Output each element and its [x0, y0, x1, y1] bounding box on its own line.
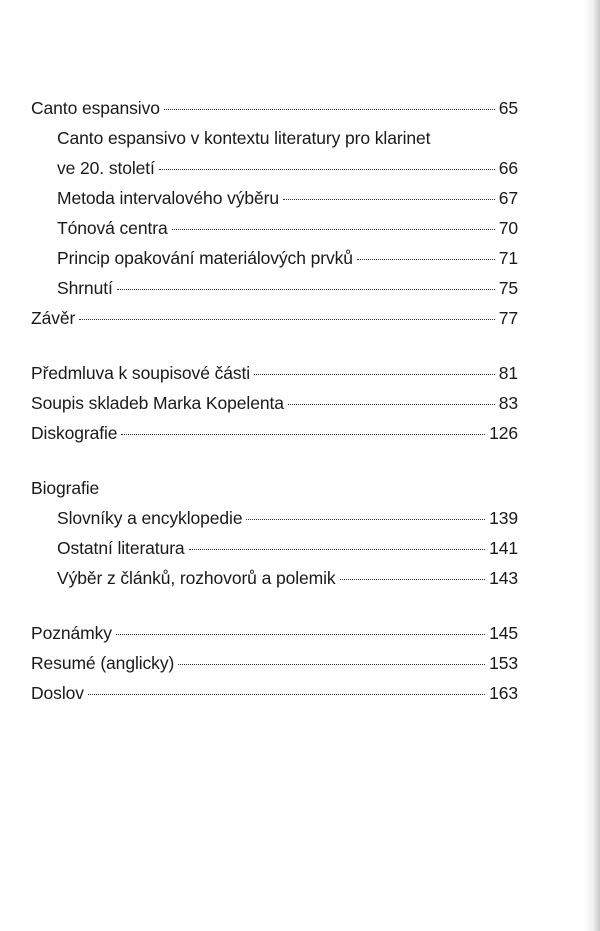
- toc-entry: [31, 243, 518, 273]
- toc-entry-label: Doslov: [31, 683, 84, 703]
- toc-entry-label: Závěr: [31, 308, 76, 328]
- toc-entry-label: Předmluva k soupisové části: [31, 363, 251, 383]
- dot-leader: [79, 318, 495, 320]
- toc-entry-page: 67: [498, 188, 518, 208]
- toc-entry-page: 163: [489, 683, 518, 703]
- toc-entry-page: 66: [498, 158, 518, 178]
- toc-entry-label: ve 20. století: [57, 158, 155, 178]
- toc-entry: [31, 273, 518, 303]
- toc-entry-label: Výběr z článků, rozhovorů a polemik: [57, 568, 336, 588]
- toc-group-appendix: [31, 618, 518, 708]
- dot-leader: [283, 198, 495, 200]
- toc-entry: [31, 183, 518, 213]
- dot-leader: [288, 403, 495, 405]
- dot-leader: [164, 108, 495, 110]
- toc-entry-label-line1: Canto espansivo v kontextu literatury pro klarinet: [57, 128, 431, 148]
- toc-entry-page: 126: [489, 423, 518, 443]
- toc-entry: [31, 503, 518, 533]
- toc-entry-label: Shrnutí: [57, 278, 113, 298]
- toc-entry-label: Princip opakování materiálových prvků: [57, 248, 353, 268]
- toc-entry-page: 141: [489, 538, 518, 558]
- toc-entry-label: Diskografie: [31, 423, 118, 443]
- toc-entry-label: Poznámky: [31, 623, 112, 643]
- toc-entry-page: 83: [498, 393, 518, 413]
- section-gap: [31, 593, 518, 618]
- dot-leader: [357, 258, 495, 260]
- dot-leader: [254, 373, 495, 375]
- toc-entry-label: Soupis skladeb Marka Kopelenta: [31, 393, 284, 413]
- toc-entry: [31, 388, 518, 418]
- toc-entry: [31, 303, 518, 333]
- dot-leader: [172, 228, 495, 230]
- toc-entry: [31, 418, 518, 448]
- toc-entry-label: Metoda intervalového výběru: [57, 188, 280, 208]
- toc-entry: [31, 618, 518, 648]
- toc-entry-page: 143: [489, 568, 518, 588]
- toc-entry-page: 65: [498, 98, 518, 118]
- dot-leader: [246, 518, 485, 520]
- toc-entry-page: 153: [489, 653, 518, 673]
- toc-entry-page: 139: [489, 508, 518, 528]
- dot-leader: [189, 548, 486, 550]
- toc-entry-label: Resumé (anglicky): [31, 653, 175, 673]
- toc-entry-page: 77: [498, 308, 518, 328]
- toc-entry-label: Ostatní literatura: [57, 538, 185, 558]
- toc-entry: [31, 358, 518, 388]
- toc-group-canto: [31, 93, 518, 333]
- toc-entry-page: 75: [498, 278, 518, 298]
- toc-entry: [31, 213, 518, 243]
- toc-entry-label: Tónová centra: [57, 218, 168, 238]
- toc-group-biography: [31, 473, 518, 593]
- toc-heading-label: Biografie: [31, 478, 100, 498]
- toc-entry-page: 71: [498, 248, 518, 268]
- toc-entry: [31, 93, 518, 123]
- dot-leader: [88, 693, 485, 695]
- section-gap: [31, 448, 518, 473]
- dot-leader: [159, 168, 495, 170]
- page-edge-shadow: [584, 0, 600, 931]
- toc-entry: [31, 563, 518, 593]
- table-of-contents: [31, 93, 518, 708]
- dot-leader: [340, 578, 486, 580]
- toc-entry-page: 70: [498, 218, 518, 238]
- toc-group-catalog: [31, 358, 518, 448]
- toc-entry: [31, 678, 518, 708]
- toc-entry-label: Canto espansivo: [31, 98, 160, 118]
- dot-leader: [116, 633, 485, 635]
- dot-leader: [121, 433, 485, 435]
- toc-entry-label: Slovníky a encyklopedie: [57, 508, 243, 528]
- toc-entry-page: 81: [498, 363, 518, 383]
- dot-leader: [178, 663, 485, 665]
- dot-leader: [117, 288, 495, 290]
- toc-entry: [31, 648, 518, 678]
- section-gap: [31, 333, 518, 358]
- toc-entry: [31, 153, 518, 183]
- toc-entry-page: 145: [489, 623, 518, 643]
- toc-entry: [31, 533, 518, 563]
- toc-heading: [31, 473, 518, 503]
